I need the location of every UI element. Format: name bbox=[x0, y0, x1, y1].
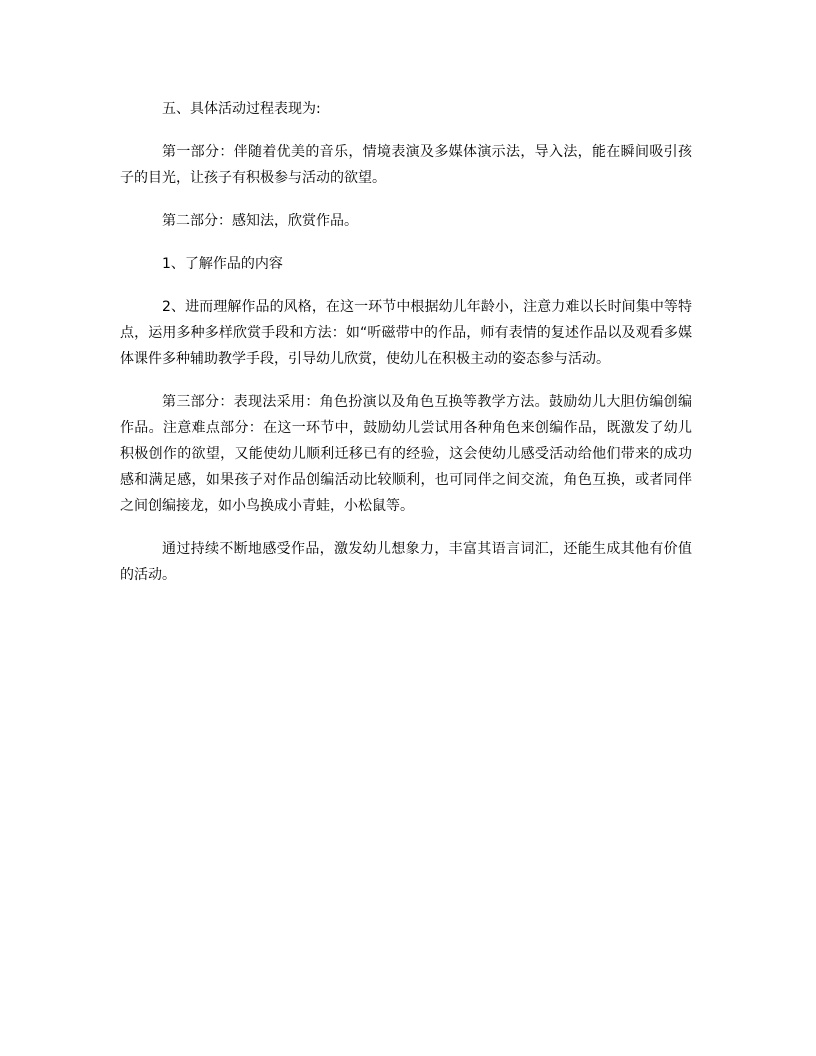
paragraph-part-three: 第三部分：表现法采用：角色扮演以及角色互换等教学方法。鼓励幼儿大胆仿编创编作品。注意难点部分：在这一环节中，鼓励幼儿尝试用各种角色来创编作品，既激发了幼儿积极创作的欲望，又能使幼儿顺利迁移已有的经验，这会使幼儿感受活动给他们带来的成功感和满足感，如果孩子对作品创编活动比较顺利，也可同伴之间交流，角色互换，或者同伴之间创编接龙，如小鸟换成小青蛙，小松鼠等。 bbox=[120, 394, 692, 514]
paragraph-conclusion: 通过持续不断地感受作品，激发幼儿想象力，丰富其语言词汇，还能生成其他有价值的活动。 bbox=[120, 541, 692, 583]
paragraph-part-one: 第一部分：伴随着优美的音乐，情境表演及多媒体演示法，导入法，能在瞬间吸引孩子的目光，让孩子有积极参与活动的欲望。 bbox=[120, 144, 692, 186]
document-body bbox=[120, 96, 692, 605]
paragraph-item-2: 2、进而理解作品的风格，在这一环节中根据幼儿年龄小，注意力难以长时间集中等特点，运用多种多样欣赏手段和方法：如“听磁带中的作品，师有表情的复述作品以及观看多媒体课件多种辅助教学手段，引导幼儿欣赏，使幼儿在积极主动的姿态参与活动。 bbox=[120, 299, 692, 367]
paragraph-part-two: 第二部分：感知法，欣赏作品。 bbox=[162, 213, 358, 229]
paragraph-item-1: 1、了解作品的内容 bbox=[162, 256, 283, 272]
section-heading: 五、具体活动过程表现为: bbox=[162, 101, 321, 117]
